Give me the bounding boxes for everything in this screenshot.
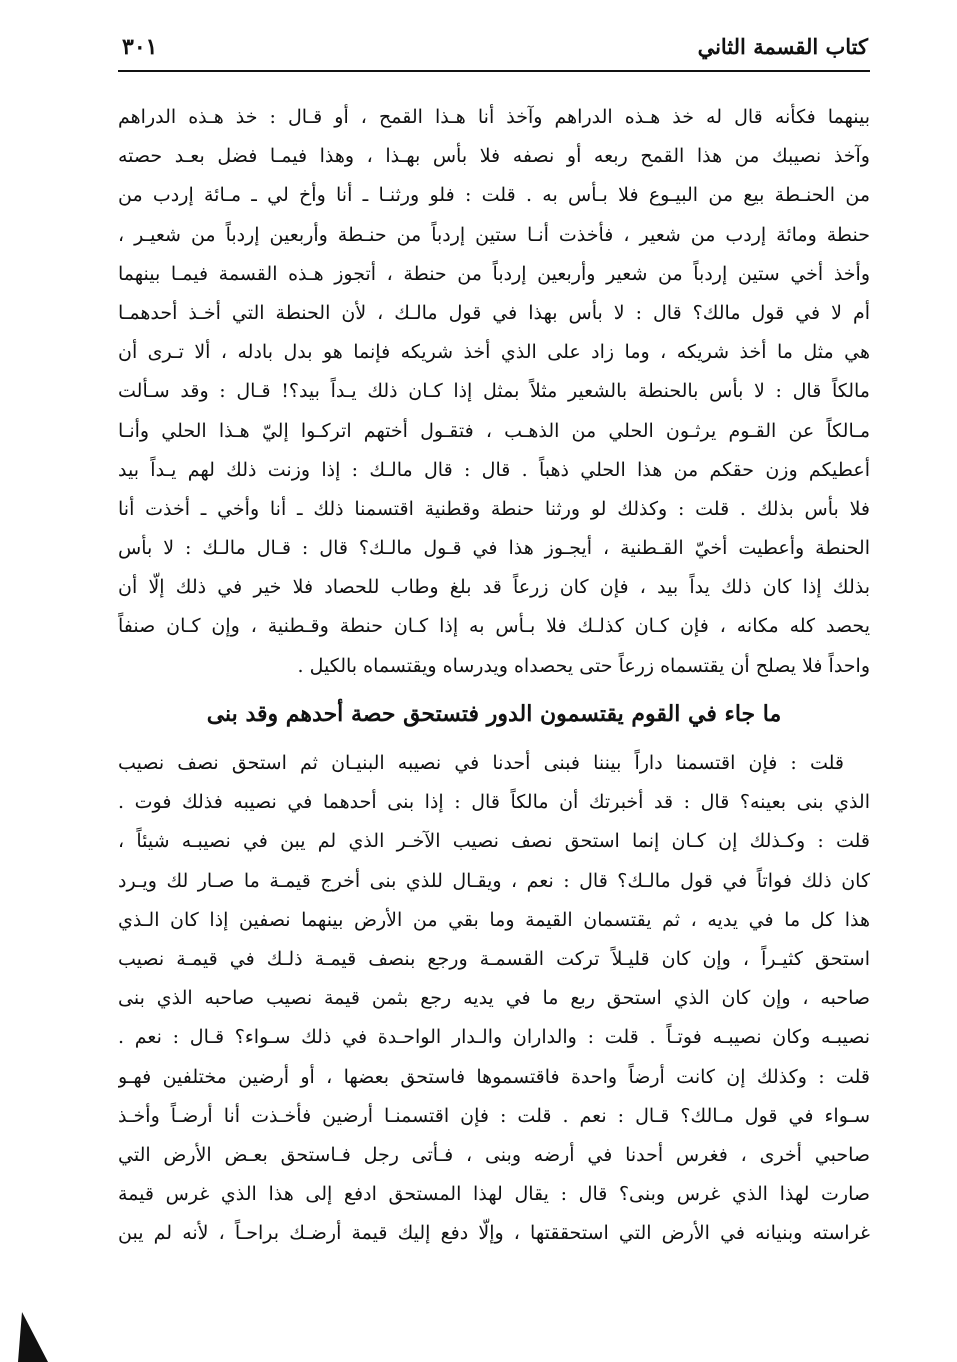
- text-line: كان ذلك فواتاً في قول مالـك؟ قال : نعم ، ويقـال للذي بنى أخرج قيمـة ما صـار لك ويـرد: [118, 869, 870, 892]
- text-line: مـالكاً عن القـوم يرثـون الحلي من الذهـب ، فتقـول أختهم اتركـوا إليّ هـذا الحلي وأنـا: [118, 419, 870, 442]
- text-line: صاحبي أخرى ، فغرس أحدنا في أرضه وبنى ، فـأتى رجل فـاستحق بعـض الأرض التي: [118, 1143, 870, 1166]
- text-line: قلت : وكـذلك إن كـان إنما استحق نصف نصيب الآخـر الذي لم يبن في نصيبـه شيئاً ،: [118, 830, 870, 853]
- text-line: يحصد كله مكانه ، فإن كـان كذلـك فلا بـأس به إذا كـان حنطة وقـطنية ، وإن كـان صنفاً: [118, 615, 870, 638]
- text-block-2: [118, 744, 870, 1253]
- text-line: الحنطة وأعطيت أخيّ القـطنية ، أيجـوز هذا في قـول مالـك؟ قال : قـال مالـك : لا بأس: [118, 537, 870, 560]
- running-head: [120, 28, 868, 68]
- text-line: نصيبـه وكان نصيبـه فوتـاً . قلت : والداران والـدار الواحـدة في ذلك سـواء؟ قـال : نعم .: [118, 1026, 870, 1049]
- text-line: من الحنـطة بيع من البيـوع فلا بـأس به . قلت : فلو ورثنـا ـ أنا وأخ لي ـ مـائة إردب من: [118, 184, 870, 207]
- text-line: أم لا في قول مالك؟ قال : لا بأس بهذا في قول مالـك ، لأن الحنطة التي أخـذ أحدهمـا: [118, 301, 870, 324]
- text-line: غراسته وبنيانه في الأرض التي استحققتها ، وإلّا دفع إليك قيمة أرضـك براحـاً ، لأنه لم يبن: [118, 1222, 870, 1245]
- text-line: الذي بنى بعينه؟ قال : قد أخبرتك أن مالكاً قال : إذا بنى أحدهما في نصيبه فذلك فوت .: [118, 791, 870, 814]
- text-block-1: [118, 98, 870, 686]
- text-line: واحداً فلا يصلح أن يقتسماه زرعاً حتى يحصداه ويدرساه ويقتسماه بالكيل .: [297, 654, 870, 677]
- section-heading: ما جاء في القوم يقتسمون الدور فتستحق حصة أحدهم وقد بنى: [206, 701, 782, 727]
- text-line: بذلك إذا كان ذلك يداً بيد ، فإن كان زرعاً قد بلغ وطاب للحصاد فلا خير في ذلك إلّا أن: [118, 576, 870, 599]
- text-line: هي مثل ما أخذ شريكه ، وما زاد على الذي أخذ شريكه فإنما هو بدل بادله ، ألا تـرى أن: [118, 341, 870, 364]
- header-rule: [118, 70, 870, 72]
- text-line: قلت : وكذلك إن كانت أرضاً واحدة فاقتسموها فاستحق بعضها ، أو أرضين مختلفين فهـو: [118, 1065, 870, 1088]
- text-line: فلا بأس بذلك . قلت : وكذلك لو ورثنا حنطة وقطنية اقتسمنا ذلك ـ أنا وأخي ـ أخذت أنا: [118, 497, 870, 520]
- page-corner-mark: [14, 1312, 48, 1362]
- text-line: مالكاً قال : لا بأس بالحنطة بالشعير مثلاً بمثل إذا كـان ذلك يـداً بيد؟! قـال : وقد سـألت: [118, 380, 870, 403]
- text-line: صاحبه ، وإن كان الذي استحق ربع ما في يديه رجع بثمن قيمة نصيب صاحبه الذي بنى: [118, 987, 870, 1010]
- text-line: سـواء في قول مـالك؟ قـال : نعم . قلت : فإن اقتسمنـا أرضين فأخـذت أنا أرضـاً وأخـذ: [118, 1104, 870, 1127]
- text-line: وآخذ نصيبك من هذا القمح ربعه أو نصفه فلا بأس بهـذا ، وهذا فيمـا فضل بعـد حصته: [118, 145, 870, 168]
- text-line: هذا كل ما في يديه ، ثم يقتسمان القيمة وما بقي من الأرض بينهما نصفين إذا كان الـذي: [118, 908, 870, 931]
- running-title: كتاب القسمة الثاني: [697, 34, 868, 59]
- text-line: استحق كثيـراً ، وإن كان قليـلاً تركت القسمـة ورجع بنصف قيمـة ذلـك في قيمـة نصيب: [118, 947, 870, 970]
- text-line: وأخذ أخي ستين إردباً من شعير وأربعين إردباً من حنطة ، أتجوز هـذه القسمة فيمـا بينهما: [118, 262, 870, 285]
- text-line: قلت : فإن اقتسمنا داراً بيننا فبنى أحدنا في نصيبه البنيـان ثم استحق نصف نصيب: [118, 752, 844, 774]
- page-number: ٣٠١: [122, 34, 158, 60]
- text-line: أعطيكم وزن حقكم من هذا الحلي ذهباً . قال : قال مالـك : إذا وزنت ذلك لهم يـداً بيد: [118, 458, 870, 481]
- text-line: بينهما فكأنه قال له خذ هـذه الدراهم وآخذ أنا هـذا القمح ، أو قـال : خذ هـذه الدراهم: [118, 106, 870, 128]
- text-line: صارت لهذا الذي غرس وبنى؟ قال : يقال لهذا المستحق ادفع إلى هذا الذي غرس قيمة: [118, 1183, 870, 1206]
- text-line: حنطة ومائة إردب من شعير ، فأخذت أنـا ستين إردباً من حنـطة وأربعين إردباً من شعيـر ،: [118, 223, 870, 246]
